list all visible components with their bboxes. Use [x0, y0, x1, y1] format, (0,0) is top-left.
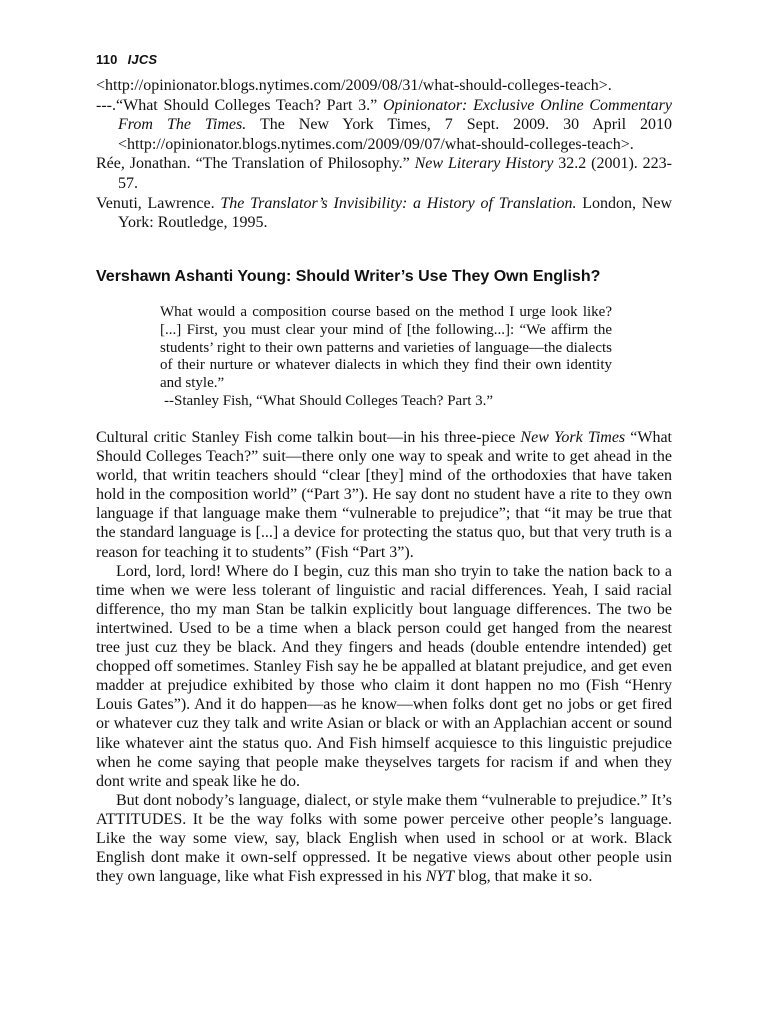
- paragraph-text: But dont nobody’s language, dialect, or style make them “vulnerable to prejudice.” It’s ATTITUDES. It be the way folks with some power perceive other people’s language. Like the way some view, say, black English when used in school or at work. Black English dont make it own-self oppressed. It be negative views about other people usin they own language, like what Fish expressed in his: [96, 791, 672, 886]
- reference-entry: [96, 76, 672, 96]
- reference-entry: [96, 96, 672, 155]
- paragraph-text: blog, that make it so.: [454, 868, 593, 886]
- paragraph: [96, 428, 672, 562]
- page-number: 110: [96, 52, 118, 67]
- epigraph-attribution: --Stanley Fish, “What Should Colleges Teach? Part 3.”: [164, 392, 494, 409]
- paragraph: Lord, lord, lord! Where do I begin, cuz this man sho tryin to take the nation back to a time when we were less tolerant of linguistic and racial differences. Yeah, I said racial difference, tho my man Stan be talkin explicitly bout language differences. The two be intertwined. Used to be a time when a black person could get hanged from the nearest tree just cuz they be black. And they fingers and heads (double entendre intended) get chopped off sometimes. Stanley Fish say he be appalled at blatant prejudice, and get even madder at prejudice exhibited by those who claim it dont happen no mo (Fish “Henry Louis Gates”). And it do happen—as he know—when folks dont get no jobs or get fired or whatever cuz they talk and write Asian or black or with an Applachian accent or sound like whatever aint the status quo. And Fish himself acquiesce to this linguistic prejudice when he come saying that people make theyselves targets for racism if and when they dont write and speak like he do.: [96, 562, 672, 790]
- paragraph-italic: NYT: [425, 868, 455, 886]
- reference-text: Venuti, Lawrence.: [96, 194, 221, 212]
- running-head: [96, 52, 157, 67]
- reference-text: <http://opinionator.blogs.nytimes.com/2009/08/31/what-should-colleges-teach>.: [96, 77, 612, 94]
- journal-abbreviation: IJCS: [127, 52, 158, 67]
- paragraph-text: Cultural critic Stanley Fish come talkin bout—in his three-piece: [96, 429, 521, 446]
- epigraph-quote: What would a composition course based on the method I urge look like? [...] First, you must clear your mind of [the following...]: “We affirm the students’ right to their own patterns and varieties of language—the dialects of their nurture or whatever dialects in which they find their own identity and style.”: [160, 304, 612, 392]
- reference-entry: [96, 154, 672, 193]
- reference-text: The New York Times, 7 Sept. 2009. 30 April 2010 <http://opinionator.blogs.nytimes.com/2009/09/07/what-should-colleges-teach>.: [118, 116, 672, 153]
- reference-title: New Literary History: [414, 155, 554, 173]
- reference-entry: [96, 194, 672, 233]
- reference-text: ---.“What Should Colleges Teach? Part 3.”: [96, 96, 383, 114]
- epigraph: [160, 304, 612, 411]
- article-body: [96, 428, 672, 886]
- paragraph-text: “What Should Colleges Teach?” suit—there only one way to speak and write to get ahead in the world, that writin teachers should “clear [they] mind of the orthodoxies that have taken hold in the composition world” (“Part 3”). He say dont no student have a rite to they own language if that language make them “vulnerable to prejudice”; that “it may be true that the standard language is [...] a device for protecting the status quo, but that very truth is a reason for teaching it to students” (Fish “Part 3”).: [96, 429, 672, 561]
- section-heading: Vershawn Ashanti Young: Should Writer’s Use They Own English?: [96, 268, 601, 285]
- reference-title: The Translator’s Invisibility: a History of Translation.: [220, 194, 577, 212]
- reference-text: Rée, Jonathan. “The Translation of Philosophy.”: [96, 155, 415, 173]
- reference-list: [96, 76, 672, 233]
- paragraph: [96, 791, 672, 886]
- paragraph-italic: New York Times: [520, 429, 626, 446]
- reference-title: Opinionator: Exclusive Online Commentary From The Times.: [118, 96, 672, 134]
- reference-text: 32.2 (2001). 223-57.: [118, 155, 672, 192]
- reference-text: London, New York: Routledge, 1995.: [118, 194, 672, 232]
